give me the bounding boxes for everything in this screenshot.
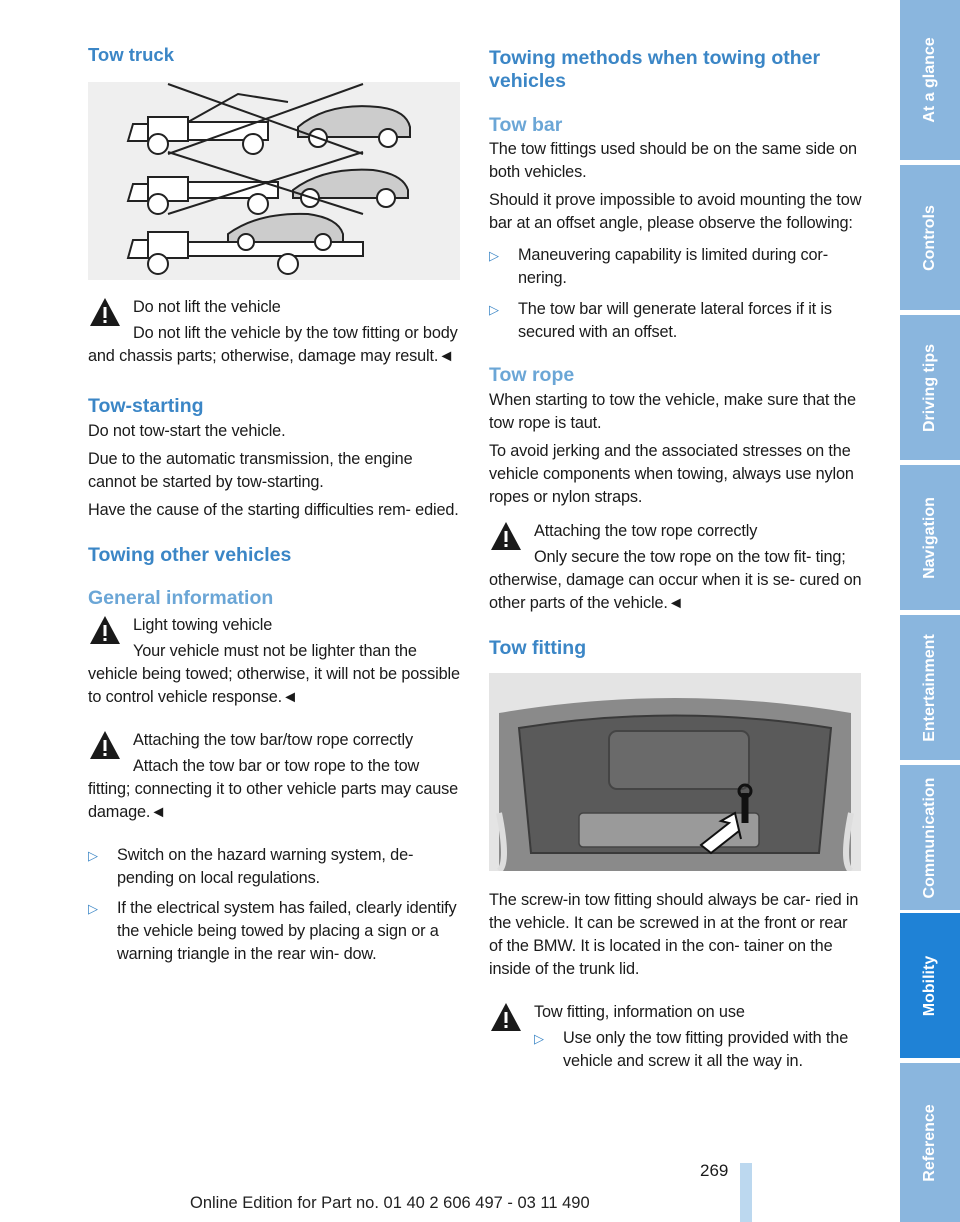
section-title-tow-truck: Tow truck	[88, 44, 174, 65]
tow-truck-diagram	[88, 82, 460, 280]
list-item: ▷ Switch on the hazard warning system, de- pending on local regulations.	[88, 846, 414, 887]
warning-title: Attaching the tow rope correctly	[534, 522, 758, 540]
paragraph: When starting to tow the vehicle, make sure that the tow rope is taut.	[489, 391, 856, 432]
tab-communication[interactable]: Communication	[900, 765, 960, 910]
heading-tow-fitting: Tow fitting	[489, 637, 587, 659]
list-item: ▷ Maneuvering capability is limited during cor- nering.	[489, 246, 828, 287]
tow-fitting-location-diagram	[489, 673, 861, 871]
paragraph: Do not tow-start the vehicle.	[88, 422, 286, 440]
warning-do-not-lift	[88, 296, 460, 368]
warning-text: Only secure the tow rope on the tow fit- ting; otherwise, damage can occur when it is se- cured on other parts of the vehicle.◄	[489, 548, 862, 612]
bullet-list	[88, 844, 460, 966]
warning-light-towing-vehicle	[88, 614, 460, 709]
trunk-lid-photo	[489, 673, 861, 871]
warning-text: Do not lift the vehicle by the tow fitting or body and chassis parts; otherwise, damage may result.◄	[88, 324, 458, 365]
warning-text: Attach the tow bar or tow rope to the tow fitting; connecting it to other vehicle parts may cause damage.◄	[88, 757, 459, 821]
paragraph: The tow fittings used should be on the same side on both vehicles.	[489, 140, 857, 181]
warning-attaching-tow-rope	[489, 520, 862, 615]
tab-at-a-glance[interactable]: At a glance	[900, 0, 960, 160]
warning-title: Tow fitting, information on use	[534, 1003, 745, 1021]
warning-title: Light towing vehicle	[133, 616, 273, 634]
left-column	[88, 40, 460, 966]
heading-tow-starting: Tow-starting	[88, 395, 204, 417]
page-number: 269	[700, 1161, 729, 1180]
bullet-marker-icon: ▷	[489, 302, 499, 317]
tow-truck-illustration	[88, 82, 460, 280]
tab-reference[interactable]: Reference	[900, 1063, 960, 1222]
warning-icon	[88, 296, 122, 328]
page-number-bar	[740, 1163, 752, 1222]
tab-mobility[interactable]: Mobility	[900, 913, 960, 1058]
heading-towing-other-vehicles: Towing other vehicles	[88, 544, 292, 566]
warning-title: Do not lift the vehicle	[133, 298, 281, 316]
warning-attaching-tow-bar	[88, 729, 460, 824]
list-item: ▷ The tow bar will generate lateral forces if it is secured with an offset.	[489, 300, 832, 341]
bullet-marker-icon: ▷	[489, 248, 499, 263]
right-column	[489, 40, 862, 1073]
paragraph: Should it prove impossible to avoid mounting the tow bar at an offset angle, please observe the following:	[489, 191, 862, 232]
bullet-marker-icon: ▷	[534, 1031, 544, 1046]
warning-icon	[489, 520, 523, 552]
warning-icon	[88, 614, 122, 646]
bullet-list	[489, 1027, 862, 1073]
heading-tow-rope: Tow rope	[489, 364, 575, 386]
warning-tow-fitting-use	[489, 1001, 862, 1073]
bullet-marker-icon: ▷	[88, 901, 98, 916]
tab-navigation[interactable]: Navigation	[900, 465, 960, 610]
warning-text: Your vehicle must not be lighter than the vehicle being towed; otherwise, it will not be possible to control vehicle response.◄	[88, 642, 460, 706]
tab-controls[interactable]: Controls	[900, 165, 960, 310]
heading-general-information: General information	[88, 587, 274, 609]
heading-towing-methods: Towing methods when towing other vehicles	[489, 47, 821, 92]
tab-driving-tips[interactable]: Driving tips	[900, 315, 960, 460]
paragraph: To avoid jerking and the associated stresses on the vehicle components when towing, always use nylon ropes or nylon straps.	[489, 442, 854, 506]
bullet-marker-icon: ▷	[88, 848, 98, 863]
warning-icon	[489, 1001, 523, 1033]
chapter-tabs	[900, 0, 960, 1222]
paragraph: The screw-in tow fitting should always be car- ried in the vehicle. It can be screwed in at the front or rear of the BMW. It is located in the con- tainer on the inside of the trunk lid.	[489, 891, 859, 978]
list-item: ▷ If the electrical system has failed, clearly identify the vehicle being towed by placing a sign or a warning triangle in the rear win- dow.	[88, 899, 457, 963]
list-item: ▷ Use only the tow fitting provided with the vehicle and screw it all the way in.	[534, 1029, 849, 1070]
paragraph: Due to the automatic transmission, the engine cannot be started by tow-starting.	[88, 450, 413, 491]
footer-edition-text: Online Edition for Part no. 01 40 2 606 497 - 03 11 490	[190, 1194, 590, 1212]
paragraph: Have the cause of the starting difficulties rem- edied.	[88, 501, 459, 519]
warning-icon	[88, 729, 122, 761]
heading-tow-bar: Tow bar	[489, 114, 563, 136]
bullet-list	[489, 244, 862, 344]
tab-entertainment[interactable]: Entertainment	[900, 615, 960, 760]
warning-title: Attaching the tow bar/tow rope correctly	[133, 731, 413, 749]
